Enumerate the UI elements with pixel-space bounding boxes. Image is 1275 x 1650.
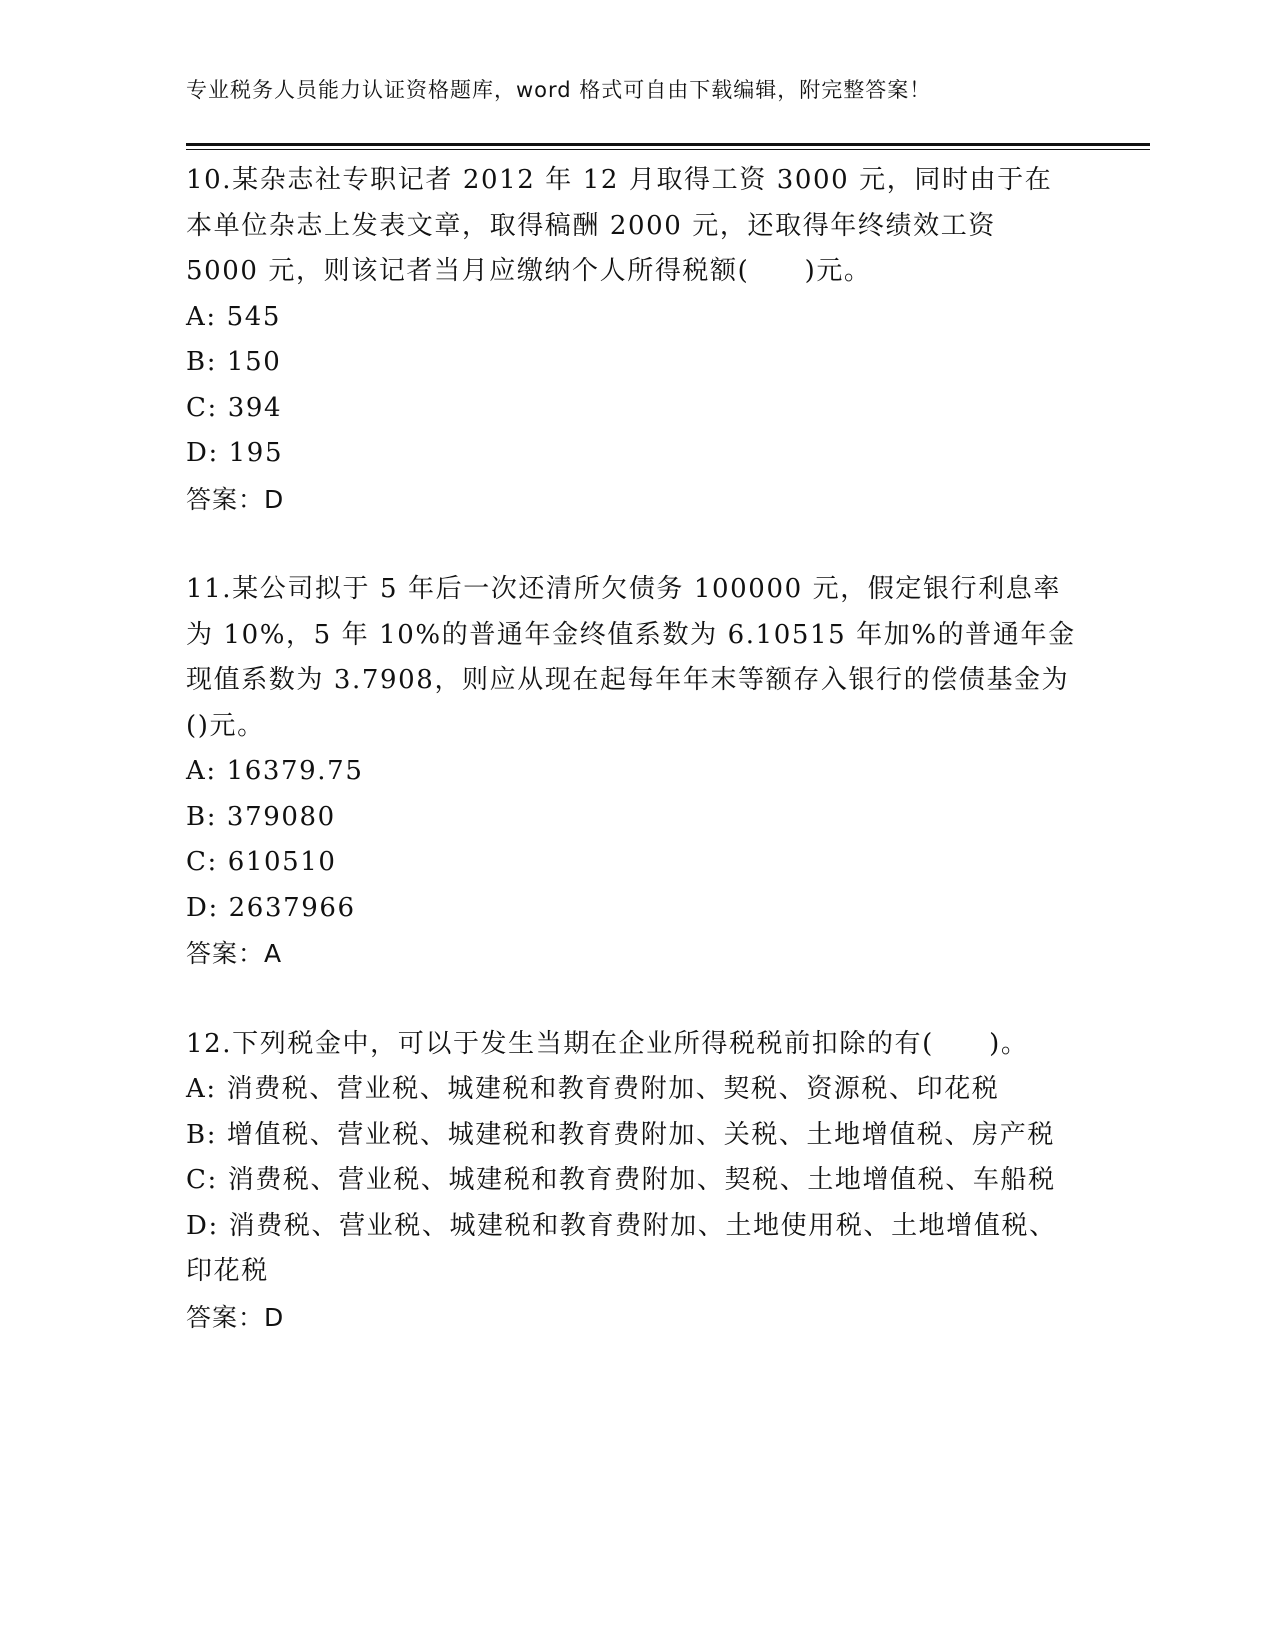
option-a: A: 消费税、营业税、城建税和教育费附加、契税、资源税、印花税 <box>186 1074 1000 1104</box>
option-a: A: 16379.75 <box>186 756 364 786</box>
option-c: C: 消费税、营业税、城建税和教育费附加、契税、土地增值税、车船税 <box>186 1165 1056 1195</box>
answer: 答案：A <box>186 939 283 968</box>
question-11 <box>186 567 1076 977</box>
header-rule-thin <box>186 149 1150 150</box>
option-list <box>186 295 1076 477</box>
option-b: B: 增值税、营业税、城建税和教育费附加、关税、土地增值税、房产税 <box>186 1119 1055 1150</box>
page-header: 专业税务人员能力认证资格题库，word 格式可自由下载编辑，附完整答案！ <box>186 78 932 102</box>
option-list <box>186 1067 1076 1295</box>
option-d: D: 消费税、营业税、城建税和教育费附加、土地使用税、土地增值税、印花税 <box>186 1210 1057 1286</box>
option-c: C: 610510 <box>186 847 337 877</box>
header-rule-thick <box>186 143 1150 146</box>
question-stem: 11.某公司拟于 5 年后一次还清所欠债务 100000 元，假定银行利息率为 10%，5 年 10%的普通年金终值系数为 6.10515 年加%的普通年金现值系数为 3.7908，则应从现在起每年年末等额存入银行的偿债基金为()元。 <box>186 574 1076 741</box>
option-list <box>186 749 1076 931</box>
question-10 <box>186 158 1076 522</box>
question-stem: 12.下列税金中，可以于发生当期在企业所得税税前扣除的有( )。 <box>186 1028 1029 1059</box>
question-stem: 10.某杂志社专职记者 2012 年 12 月取得工资 3000 元，同时由于在本单位杂志上发表文章，取得稿酬 2000 元，还取得年终绩效工资 5000 元，则该记者当月应缴纳个人所得税额( )元。 <box>186 165 1053 286</box>
answer: 答案：D <box>186 1302 285 1332</box>
question-12 <box>186 1022 1076 1341</box>
answer: 答案：D <box>186 484 285 514</box>
option-b: B: 379080 <box>186 801 336 832</box>
option-d: D: 195 <box>186 438 284 468</box>
option-b: B: 150 <box>186 347 282 377</box>
question-list <box>186 158 1076 1340</box>
option-d: D: 2637966 <box>186 892 356 923</box>
option-a: A: 545 <box>186 301 282 332</box>
option-c: C: 394 <box>186 392 283 423</box>
